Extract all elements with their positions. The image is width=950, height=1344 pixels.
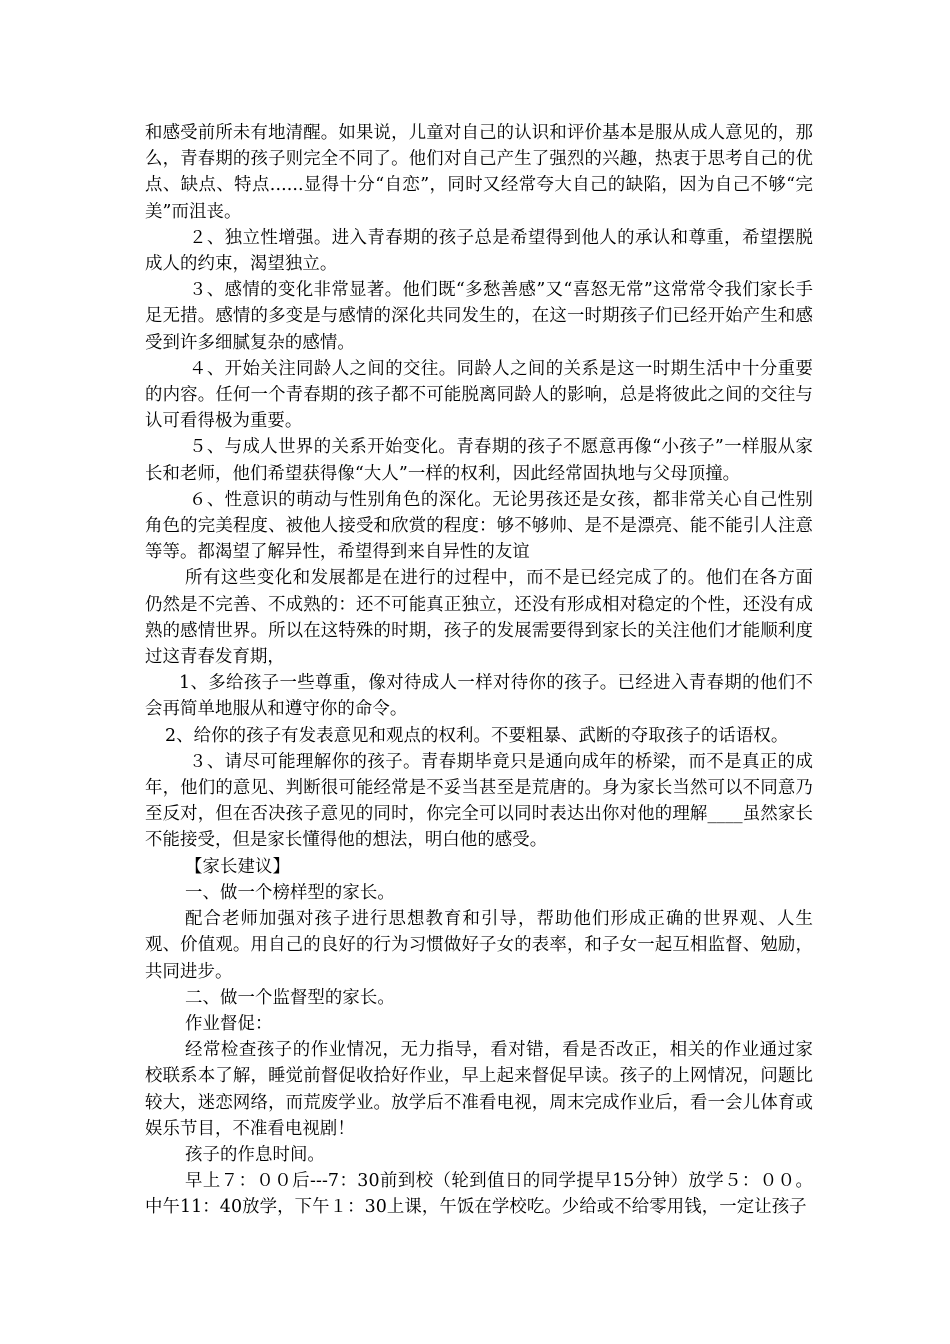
paragraph-peer-relations: ４、开始关注同龄人之间的交往。同龄人之间的关系是这一时期生活中十分重要的内容。任何一个青春期的孩子都不可能脱离同龄人的影响，总是将彼此之间的交往与认可看得极为重要。 bbox=[145, 358, 813, 432]
paragraph-emotional-change: ３、感情的变化非常显著。他们既“多愁善感”又“喜怒无常”这常常令我们家长手足无措。感情的多变是与感情的深化共同发生的，在这一时期孩子们已经开始产生和感受到许多细腻复杂的感情。 bbox=[145, 280, 813, 353]
paragraph-summary: 所有这些变化和发展都是在进行的过程中，而不是已经完成了的。他们在各方面仍然是不完善、不成熟的：还不可能真正独立，还没有形成相对稳定的个性，还没有成熟的感情世界。所以在这特殊的时期，孩子的发展需要得到家长的关注他们才能顺利度过这青春发育期， bbox=[145, 568, 813, 668]
paragraph-advice-respect: 1、多给孩子一些尊重，像对待成人一样对待你的孩子。已经进入青春期的他们不会再简单地服从和遵守你的命令。 bbox=[145, 673, 813, 720]
paragraph-self-awareness-continued: 和感受前所未有地清醒。如果说，儿童对自己的认识和评价基本是服从成人意见的，那么，青春期的孩子则完全不同了。他们对自己产生了强烈的兴趣，热衷于思考自己的优点、缺点、特点......显得十分“自恋”，同时又经常夸大自己的缺陷，因为自己不够“完美”而沮丧。 bbox=[145, 123, 813, 222]
paragraph-independence: ２、独立性增强。进入青春期的孩子总是希望得到他人的承认和尊重，希望摆脱成人的约束，渴望独立。 bbox=[145, 227, 813, 275]
paragraph-advice-understanding: ３、请尽可能理解你的孩子。青春期毕竟只是通向成年的桥梁，而不是真正的成年，他们的意见、判断很可能经常是不妥当甚至是荒唐的。身为家长当然可以不同意乃至反对，但在否决孩子意见的同时，你完全可以同时表达出你对他的理解____虽然家长不能接受，但是家长懂得他的想法，明白他的感受。 bbox=[145, 751, 813, 851]
subheading-homework: 作业督促： bbox=[185, 1013, 273, 1034]
paragraph-homework: 经常检查孩子的作业情况，无力指导，看对错，看是否改正，相关的作业通过家校联系本了解，睡觉前督促收拾好作业，早上起来督促早读。孩子的上网情况，问题比较大，迷恋网络，而荒废学业。放学后不准看电视，周末完成作业后，看一会儿体育或娱乐节目，不准看电视剧！ bbox=[145, 1040, 813, 1139]
subheading-supervisor: 二、做一个监督型的家长。 bbox=[185, 987, 395, 1008]
paragraph-adult-world: ５、与成人世界的关系开始变化。青春期的孩子不愿意再像“小孩子”一样服从家长和老师，他们希望获得像“大人”一样的权利，因此经常固执地与父母顶撞。 bbox=[145, 437, 813, 484]
paragraph-role-model: 配合老师加强对孩子进行思想教育和引导，帮助他们形成正确的世界观、人生观、价值观。用自己的良好的行为习惯做好子女的表率，和子女一起互相监督、勉励，共同进步。 bbox=[145, 909, 813, 982]
paragraph-gender-awareness: ６、性意识的萌动与性别角色的深化。无论男孩还是女孩，都非常关心自己性别角色的完美程度、被他人接受和欣赏的程度：够不够帅、是不是漂亮、能不能引人注意等等。都渴望了解异性，希望得到来自异性的友谊 bbox=[145, 489, 813, 563]
paragraph-advice-expression: 2、给你的孩子有发表意见和观点的权利。不要粗暴、武断的夺取孩子的话语权。 bbox=[165, 725, 789, 746]
subheading-schedule: 孩子的作息时间。 bbox=[185, 1144, 325, 1165]
paragraph-schedule: 早上７：００后---7：30前到校（轮到值日的同学提早15分钟）放学５：００。中午11：40放学，下午１：30上课，午饭在学校吃。少给或不给零用钱，一定让孩子 bbox=[145, 1171, 813, 1218]
section-heading-parent-advice: 【家长建议】 bbox=[185, 856, 290, 877]
document-page bbox=[145, 120, 813, 1221]
subheading-role-model: 一、做一个榜样型的家长。 bbox=[185, 882, 395, 903]
